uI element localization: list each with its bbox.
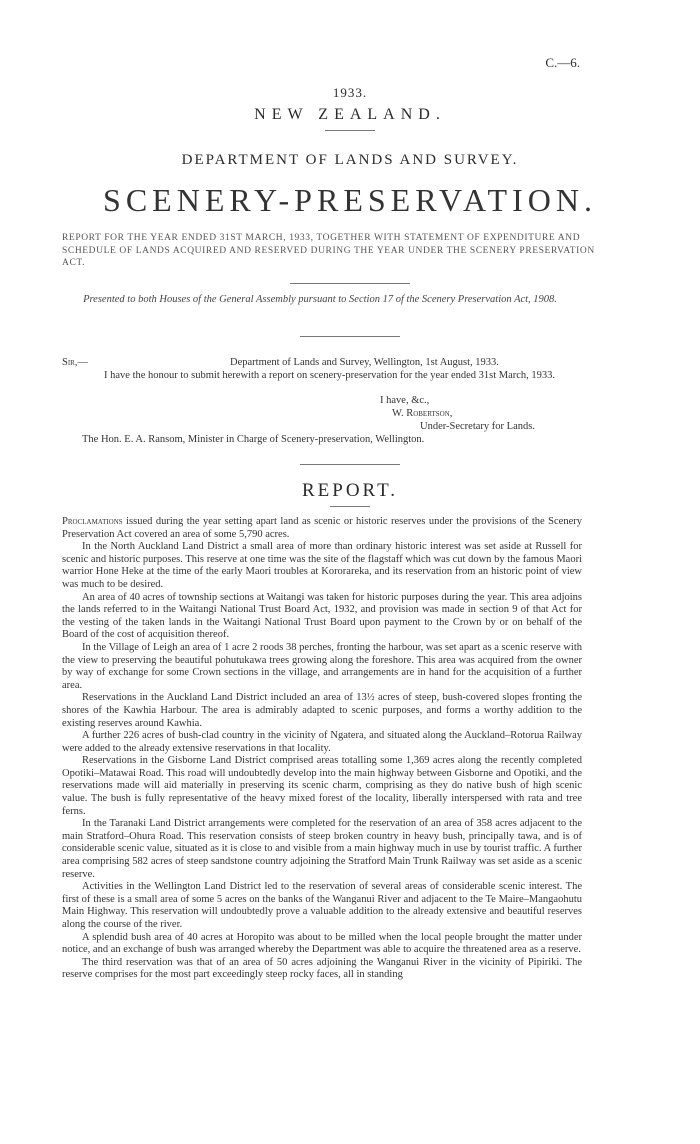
divider-rule [300, 336, 400, 337]
report-year: 1933. [332, 85, 368, 100]
report-paragraph: A splendid bush area of 40 acres at Horopito was about to be milled when the local people brought the matter under notice, and an exchange of bush was arranged whereby the Department was able to acquire the threatened area as a reserve. [62, 931, 582, 956]
divider-rule [325, 130, 375, 131]
letter-salutation: Sir,— [62, 357, 88, 368]
letter-closing: I have, &c., [380, 395, 430, 406]
report-paragraph: The third reservation was that of an area of 50 acres adjoining the Wanganui River in the vicinity of Pipiriki. The reserve comprises for the most part exceedingly steep rocky faces, all in standing [62, 956, 582, 981]
lead-word: Proclamations [62, 516, 123, 527]
report-paragraph: Activities in the Wellington Land District led to the reservation of several areas of considerable scenic interest. The first of these is a small area of some 5 acres on the banks of the Wanganui River and adjacent to the Te Maire–Mangaohutu Main Highway. This reservation will undoubtedly prove a valuable addition to the already extensive and beautiful reserves along the course of the river. [62, 881, 582, 930]
presentation-note: Presented to both Houses of the General Assembly pursuant to Section 17 of the Scenery Preservation Act, 1908. [83, 294, 557, 305]
report-paragraph: Reservations in the Gisborne Land District comprised areas totalling some 1,369 acres along the recently completed Opotiki–Matawai Road. This road will undoubtedly develop into the main highway between Gisborne and Opotiki, and the reservations made will aid materially in preserving its scenic charm, comprising as they do native bush of high scenic value. The bush is fully representative of the heavy mixed forest of the locality, liberally interspersed with rata and tree ferns. [62, 755, 582, 817]
signatory-title: Under-Secretary for Lands. [420, 421, 535, 432]
country-heading: NEW ZEALAND. [254, 106, 446, 123]
report-paragraph: An area of 40 acres of township sections at Waitangi was taken for historic purposes during the year. This area adjoins the lands referred to in the Waitangi National Trust Board Act, 1932, and provision was made in section 9 of that Act for the vesting of the taken lands in the Waitangi National Trust Board upon payment to the Crown by or on behalf of the Board of the cost of acquisition thereof. [62, 591, 582, 641]
letter-addressee: The Hon. E. A. Ransom, Minister in Charge of Scenery-preservation, Wellington. [82, 434, 425, 445]
letter-body: I have the honour to submit herewith a report on scenery-preservation for the year ended 31st March, 1933. [104, 370, 556, 381]
report-paragraph: Reservations in the Auckland Land District included an area of 13½ acres of steep, bush-covered slopes fronting the shores of the Kawhia Harbour. The area is admirably adapted to scenic purposes, and forms a worthy addition to the existing reserves around Kawhia. [62, 692, 582, 729]
report-paragraph: In the Village of Leigh an area of 1 acre 2 roods 38 perches, fronting the harbour, was set apart as a scenic reserve with the view to preserving the beautiful pohutukawa trees growing along the foreshore. This area was acquired from the owner by way of exchange for some Crown sections in the village, and arrangements are in hand for the acquisition of a further area. [62, 641, 582, 691]
report-paragraph: A further 226 acres of bush-clad country in the vicinity of Ngatera, and situated along the Auckland–Rotorua Railway were added to the already extensive reservations in that locality. [62, 730, 582, 754]
department-heading: DEPARTMENT OF LANDS AND SURVEY. [181, 152, 519, 168]
letter-address: Department of Lands and Survey, Wellington, 1st August, 1933. [230, 357, 499, 368]
report-body [62, 516, 582, 982]
divider-rule [330, 506, 370, 507]
report-heading: REPORT. [301, 480, 399, 501]
divider-rule [300, 464, 400, 465]
parliamentary-paper-reference: C.—6. [545, 55, 580, 70]
document-title: SCENERY-PRESERVATION. [103, 182, 597, 218]
report-paragraph: In the Taranaki Land District arrangements were completed for the reservation of an area of 358 acres adjacent to the main Stratford–Ohura Road. This reservation consists of steep broken country in heavy bush, principally tawa, and is of considerable scenic value, situated as it is close to and visible from a main highway much in use by tourist traffic. A further area comprising 582 acres of steep sandstone country adjoining the Stratford Main Trunk Railway was set aside as a scenic reserve. [62, 818, 582, 880]
report-paragraph: In the North Auckland Land District a small area of more than ordinary historic interest was set aside at Russell for scenic and historic purposes. This reserve at one time was the site of the flagstaff which was cut down by the famous Maori warrior Hone Heke at the time of the early Maori troubles at Kororareka, and its reservation from an historic point of view was much to be desired. [62, 541, 582, 590]
report-subtitle: REPORT FOR THE YEAR ENDED 31ST MARCH, 1933, TOGETHER WITH STATEMENT OF EXPENDITURE AND SCHEDULE OF LANDS ACQUIRED AND RESERVED DURING THE YEAR UNDER THE SCENERY PRESERVATION ACT. [62, 233, 595, 268]
letter-signatory: W. Robertson, [392, 408, 453, 419]
divider-rule [290, 283, 410, 284]
report-paragraph: Proclamations issued during the year setting apart land as scenic or historic reserves under the provisions of the Scenery Preservation Act covered an area of some 5,790 acres. [62, 516, 582, 540]
